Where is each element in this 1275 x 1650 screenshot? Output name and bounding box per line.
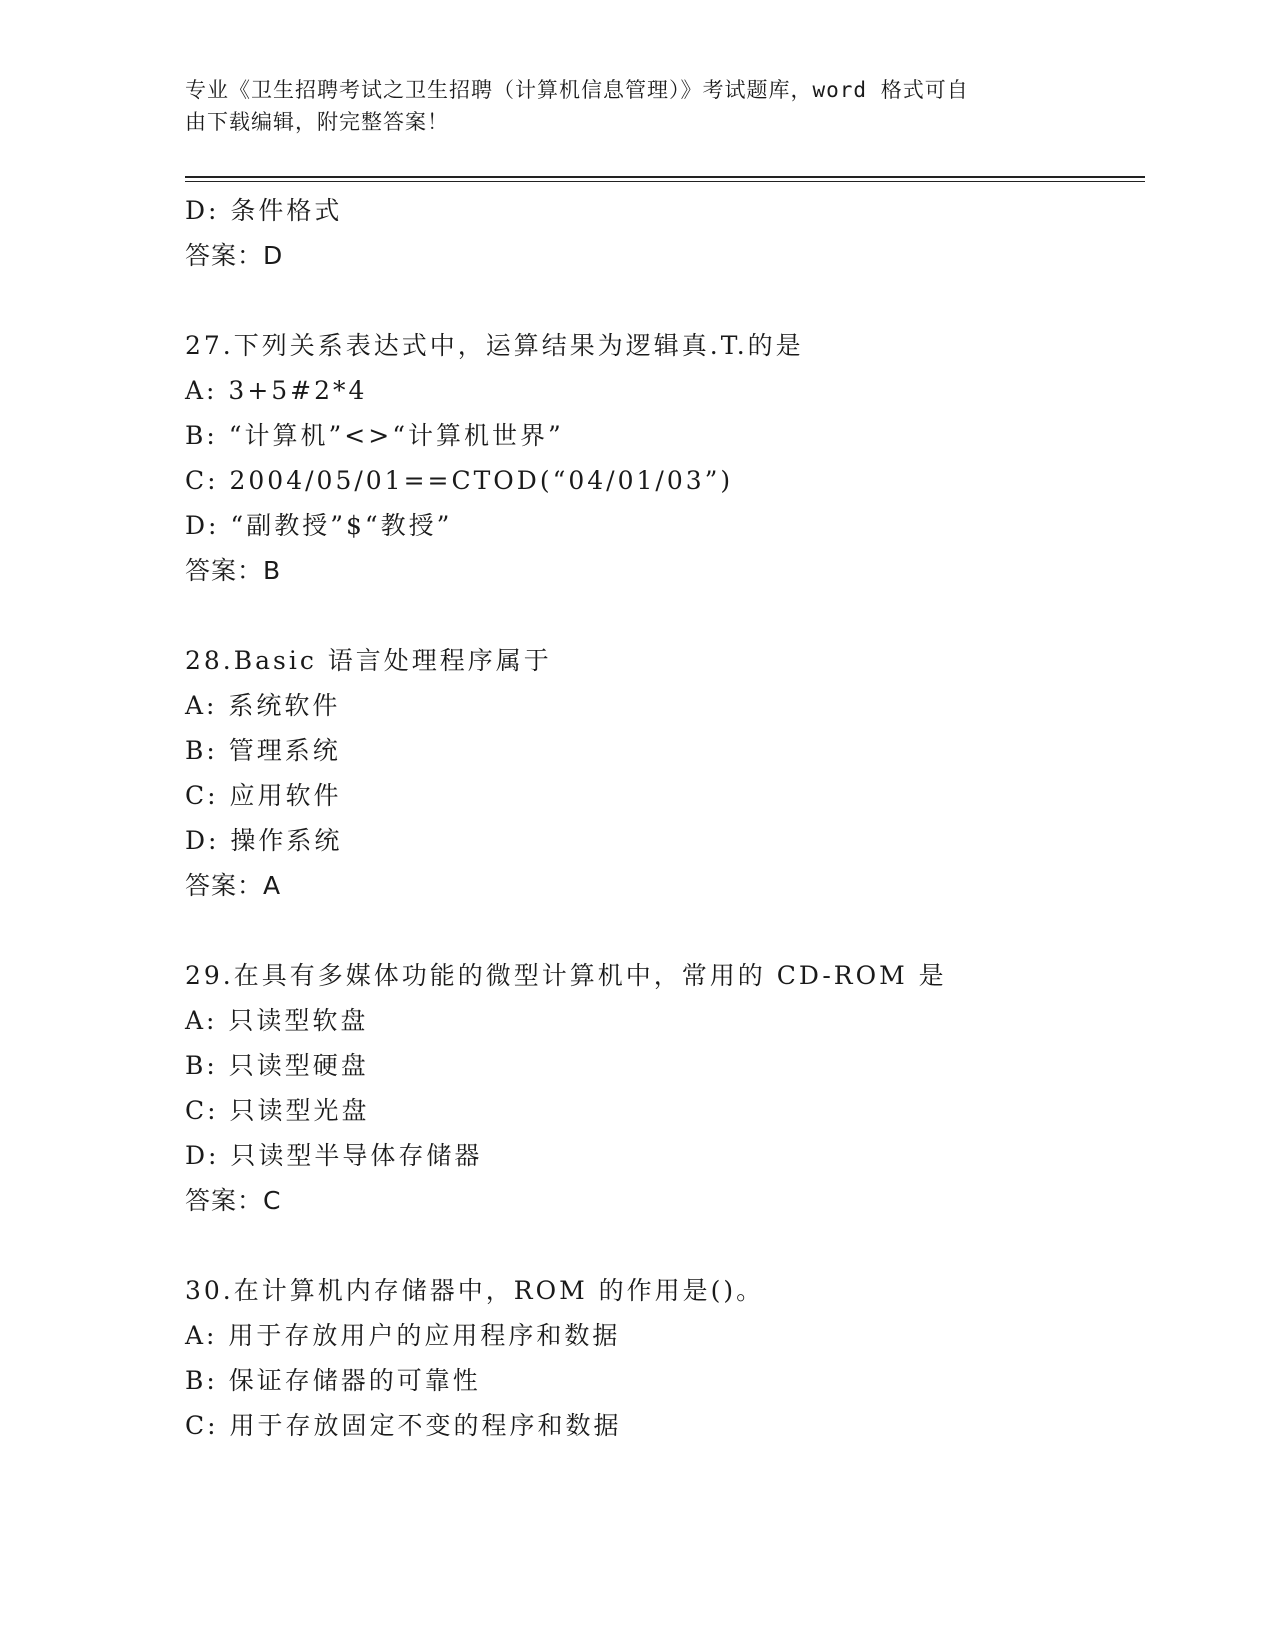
header-line-1: 专业《卫生招聘考试之卫生招聘（计算机信息管理）》考试题库，word 格式可自: [185, 78, 969, 102]
answer: 答案：A: [185, 871, 282, 900]
answer: 答案：C: [185, 1186, 282, 1215]
option-c: C: 只读型光盘: [185, 1096, 370, 1125]
question-stem: 28.Basic 语言处理程序属于: [185, 646, 552, 675]
previous-question-tail: [185, 188, 1145, 278]
option-b: B: 只读型硬盘: [185, 1051, 369, 1080]
question-29: [185, 953, 1145, 1223]
question-28: [185, 638, 1145, 908]
option-b: B: “计算机”<>“计算机世界”: [185, 421, 564, 450]
option-d: D: 条件格式: [185, 196, 343, 225]
option-a: A: 3+5#2*4: [185, 376, 368, 405]
option-b: B: 管理系统: [185, 736, 341, 765]
option-c: C: 2004/05/01==CTOD(“04/01/03”): [185, 466, 734, 495]
question-30: [185, 1268, 1145, 1448]
option-a: A: 系统软件: [185, 691, 341, 720]
question-stem: 29.在具有多媒体功能的微型计算机中，常用的 CD-ROM 是: [185, 961, 947, 990]
option-c: C: 应用软件: [185, 781, 342, 810]
question-stem: 27.下列关系表达式中，运算结果为逻辑真.T.的是: [185, 331, 804, 360]
option-c: C: 用于存放固定不变的程序和数据: [185, 1411, 622, 1440]
document-header: [185, 74, 1065, 138]
option-d: D: “副教授”$“教授”: [185, 511, 453, 540]
option-b: B: 保证存储器的可靠性: [185, 1366, 481, 1395]
answer: 答案：B: [185, 556, 282, 585]
question-list: [185, 188, 1145, 1448]
option-a: A: 只读型软盘: [185, 1006, 369, 1035]
question-stem: 30.在计算机内存储器中，ROM 的作用是()。: [185, 1276, 765, 1305]
question-27: [185, 323, 1145, 593]
header-divider-thick: [185, 176, 1145, 178]
option-d: D: 只读型半导体存储器: [185, 1141, 483, 1170]
header-divider-thin: [185, 181, 1145, 182]
option-d: D: 操作系统: [185, 826, 343, 855]
answer: 答案：D: [185, 241, 284, 270]
header-line-2: 由下载编辑，附完整答案！: [185, 110, 449, 134]
option-a: A: 用于存放用户的应用程序和数据: [185, 1321, 621, 1350]
